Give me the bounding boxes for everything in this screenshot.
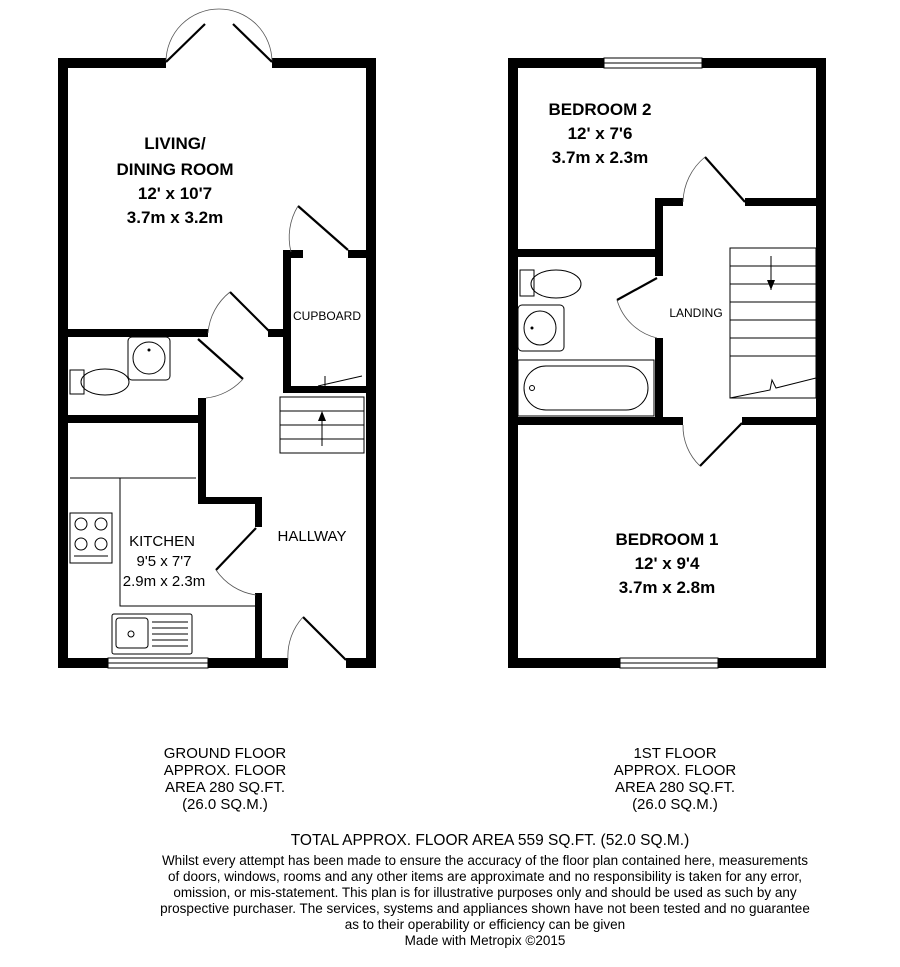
first-toilet	[520, 270, 581, 298]
hallway-label: HALLWAY	[277, 528, 347, 545]
ground-wall-left	[58, 58, 68, 668]
wc-kitchen-wall	[58, 415, 198, 423]
ground-basin	[128, 337, 170, 380]
ground-caption-line: GROUND FLOOR	[163, 745, 287, 762]
disclaimer	[100, 853, 870, 949]
bedroom1-imperial: 12' x 9'4	[634, 554, 700, 573]
bath-icon	[518, 360, 654, 416]
living-wc-wall	[58, 329, 208, 337]
bedroom2-name: BEDROOM 2	[548, 100, 652, 119]
cupboard-label: CUPBOARD	[292, 309, 362, 323]
kitchen-imperial: 9'5 x 7'7	[136, 553, 192, 570]
first-caption-line: 1ST FLOOR	[633, 745, 717, 762]
first-floor-caption	[575, 745, 775, 813]
disclaimer-line: Whilst every attempt has been made to ensure the accuracy of the floor plan contained here, measurements	[161, 853, 809, 868]
credit: Made with Metropix ©2015	[404, 933, 566, 948]
first-basin	[518, 305, 564, 351]
landing-label: LANDING	[669, 306, 723, 320]
first-wall-left	[508, 58, 518, 668]
disclaimer-line: omission, or mis-statement. This plan is for illustrative purposes only and should be used as such by any	[173, 885, 797, 900]
ground-wall-right	[366, 58, 376, 668]
kitchen-metric: 2.9m x 2.3m	[122, 573, 206, 590]
french-doors	[166, 9, 272, 62]
bedroom2-imperial: 12' x 7'6	[567, 124, 633, 143]
first-caption-line: (26.0 SQ.M.)	[632, 796, 718, 813]
ground-caption-line: APPROX. FLOOR	[163, 762, 287, 779]
ground-floor-plan	[58, 9, 376, 668]
first-floor-stairs	[730, 248, 816, 398]
sink-icon	[112, 614, 192, 654]
ground-floor-caption	[125, 745, 325, 813]
ground-toilet	[70, 369, 129, 395]
ground-caption-line: AREA 280 SQ.FT.	[164, 779, 286, 796]
living-room-name-1: LIVING/	[144, 134, 206, 153]
ground-wall-bottom-left	[58, 658, 108, 668]
bedroom1-name: BEDROOM 1	[615, 530, 719, 549]
kitchen-name: KITCHEN	[129, 533, 195, 550]
cupboard-wall-bottom	[283, 386, 376, 393]
first-caption-line: APPROX. FLOOR	[613, 762, 737, 779]
living-room-imperial: 12' x 10'7	[137, 184, 213, 203]
ground-caption-line: (26.0 SQ.M.)	[182, 796, 268, 813]
ground-wall-top-right	[272, 58, 376, 68]
living-room-metric: 3.7m x 3.2m	[126, 208, 224, 227]
ground-wall-bottom-mid	[208, 658, 288, 668]
hall-wall-b	[198, 497, 262, 504]
disclaimer-line: of doors, windows, rooms and any other items are approximate and no responsibility is taken for any error,	[167, 869, 803, 884]
bedroom2-metric: 3.7m x 2.3m	[551, 148, 649, 167]
first-wall-right	[816, 58, 826, 668]
ground-wall-bottom-right	[346, 658, 376, 668]
cupboard-wall-left	[283, 250, 291, 392]
disclaimer-line: prospective purchaser. The services, systems and appliances shown have not been tested and no guarantee	[160, 901, 810, 916]
first-caption-line: AREA 280 SQ.FT.	[614, 779, 736, 796]
bedroom1-metric: 3.7m x 2.8m	[618, 578, 716, 597]
first-floor-plan	[508, 58, 826, 668]
living-room-name-2: DINING ROOM	[116, 160, 234, 179]
hob-icon	[70, 513, 112, 563]
ground-stairs	[280, 397, 364, 453]
ground-wall-top-left	[58, 58, 166, 68]
hall-wall-a	[198, 398, 206, 501]
disclaimer-line: as to their operability or efficiency can be given	[344, 917, 626, 932]
total-floor-area: TOTAL APPROX. FLOOR AREA 559 SQ.FT. (52.0 SQ.M.)	[290, 832, 690, 849]
